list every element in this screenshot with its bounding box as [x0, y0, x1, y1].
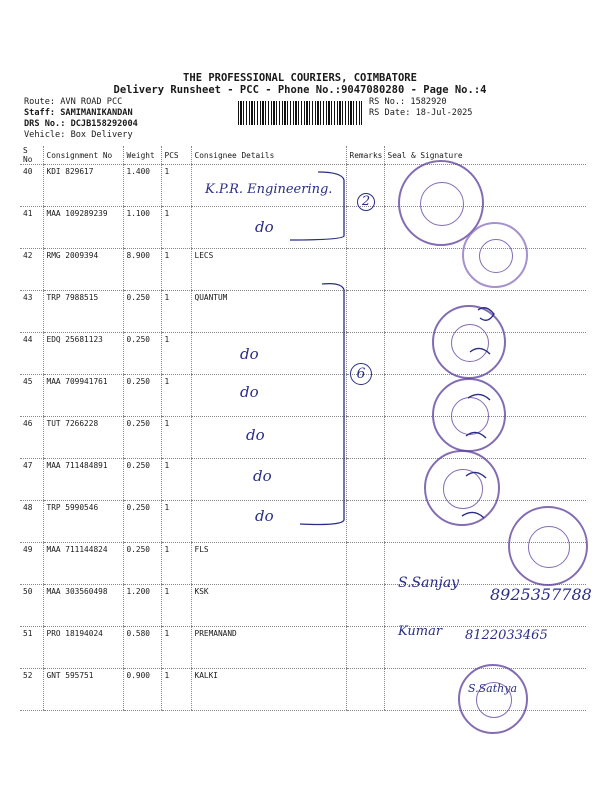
row-consignee: KALKI [191, 669, 346, 711]
row-sno: 42 [20, 249, 43, 291]
row-pcs: 1 [161, 375, 191, 417]
header-weight: Weight [123, 146, 161, 165]
row-sno: 46 [20, 417, 43, 459]
handwritten-do-1: do [255, 218, 274, 236]
row-sno: 44 [20, 333, 43, 375]
row-pcs: 1 [161, 501, 191, 543]
row-weight: 8.900 [123, 249, 161, 291]
row-sno: 52 [20, 669, 43, 711]
row-pcs: 1 [161, 249, 191, 291]
remark-count-6: 6 [350, 363, 372, 385]
header-sno: S No [20, 146, 43, 165]
staff-text: Staff: SAMIMANIKANDAN [24, 108, 133, 118]
row-sno: 49 [20, 543, 43, 585]
row-pcs: 1 [161, 459, 191, 501]
row-sno: 48 [20, 501, 43, 543]
row-consignment-no: MAA 303560498 [43, 585, 123, 627]
row-pcs: 1 [161, 291, 191, 333]
row-consignee: LECS [191, 249, 346, 291]
handwritten-do-5: do [253, 467, 272, 485]
phone-row-50: 8925357788 [490, 585, 592, 604]
row-pcs: 1 [161, 585, 191, 627]
header-consignment: Consignment No [43, 146, 123, 165]
row-sno: 50 [20, 585, 43, 627]
row-weight: 0.580 [123, 627, 161, 669]
remark-count-2: 2 [357, 193, 375, 211]
row-consignee: PREMANAND [191, 627, 346, 669]
header-pcs: PCS [161, 146, 191, 165]
row-weight: 0.250 [123, 291, 161, 333]
row-consignment-no: PRO 18194024 [43, 627, 123, 669]
row-consignment-no: TRP 7988515 [43, 291, 123, 333]
row-consignment-no: MAA 109289239 [43, 207, 123, 249]
row-consignment-no: TRP 5990546 [43, 501, 123, 543]
row-weight: 0.250 [123, 417, 161, 459]
vehicle-text: Vehicle: Box Delivery [24, 130, 133, 140]
row-sno: 45 [20, 375, 43, 417]
row-consignment-no: TUT 7266228 [43, 417, 123, 459]
row-weight: 0.250 [123, 501, 161, 543]
row-weight: 1.100 [123, 207, 161, 249]
row-consignment-no: MAA 711484891 [43, 459, 123, 501]
row-weight: 0.900 [123, 669, 161, 711]
row-sno: 43 [20, 291, 43, 333]
handwritten-do-2: do [240, 345, 259, 363]
row-consignment-no: EDQ 25681123 [43, 333, 123, 375]
row-consignment-no: KDI 829617 [43, 165, 123, 207]
company-title: THE PROFESSIONAL COURIERS, COIMBATORE [183, 72, 417, 84]
row-consignment-no: MAA 709941761 [43, 375, 123, 417]
row-weight: 0.250 [123, 543, 161, 585]
row-pcs: 1 [161, 165, 191, 207]
row-sno: 51 [20, 627, 43, 669]
row-weight: 0.250 [123, 375, 161, 417]
row-weight: 0.250 [123, 459, 161, 501]
row-consignee: QUANTUM [191, 291, 346, 333]
row-pcs: 1 [161, 669, 191, 711]
handwritten-do-6: do [255, 507, 274, 525]
handwritten-kpr-engineering: K.P.R. Engineering. [205, 182, 333, 197]
rs-no-text: RS No.: 1582920 [369, 97, 447, 107]
signature-row-52: S.Sathya [468, 682, 518, 695]
row-sno: 40 [20, 165, 43, 207]
row-pcs: 1 [161, 627, 191, 669]
row-sno: 47 [20, 459, 43, 501]
header-seal: Seal & Signature [384, 146, 586, 165]
header-consignee: Consignee Details [191, 146, 346, 165]
signature-row-50: S.Sanjay [398, 575, 460, 591]
handwritten-do-3: do [240, 383, 259, 401]
row-pcs: 1 [161, 543, 191, 585]
rs-date-text: RS Date: 18-Jul-2025 [369, 108, 473, 118]
row-pcs: 1 [161, 417, 191, 459]
signature-row-51: Kumar [398, 624, 443, 639]
row-pcs: 1 [161, 333, 191, 375]
header-remarks: Remarks [346, 146, 384, 165]
row-weight: 1.400 [123, 165, 161, 207]
row-consignment-no: RMG 2009394 [43, 249, 123, 291]
row-consignee: FLS [191, 543, 346, 585]
phone-row-51: 8122033465 [465, 628, 548, 643]
drs-text: DRS No.: DCJB158292004 [24, 119, 138, 129]
handwritten-do-4: do [246, 426, 265, 444]
row-weight: 0.250 [123, 333, 161, 375]
row-pcs: 1 [161, 207, 191, 249]
row-consignee: KSK [191, 585, 346, 627]
row-consignment-no: GNT 595751 [43, 669, 123, 711]
runsheet-subtitle: Delivery Runsheet - PCC - Phone No.:9047080280 - Page No.:4 [113, 84, 487, 96]
route-text: Route: AVN ROAD PCC [24, 97, 123, 107]
row-weight: 1.200 [123, 585, 161, 627]
row-sno: 41 [20, 207, 43, 249]
row-consignment-no: MAA 711144824 [43, 543, 123, 585]
